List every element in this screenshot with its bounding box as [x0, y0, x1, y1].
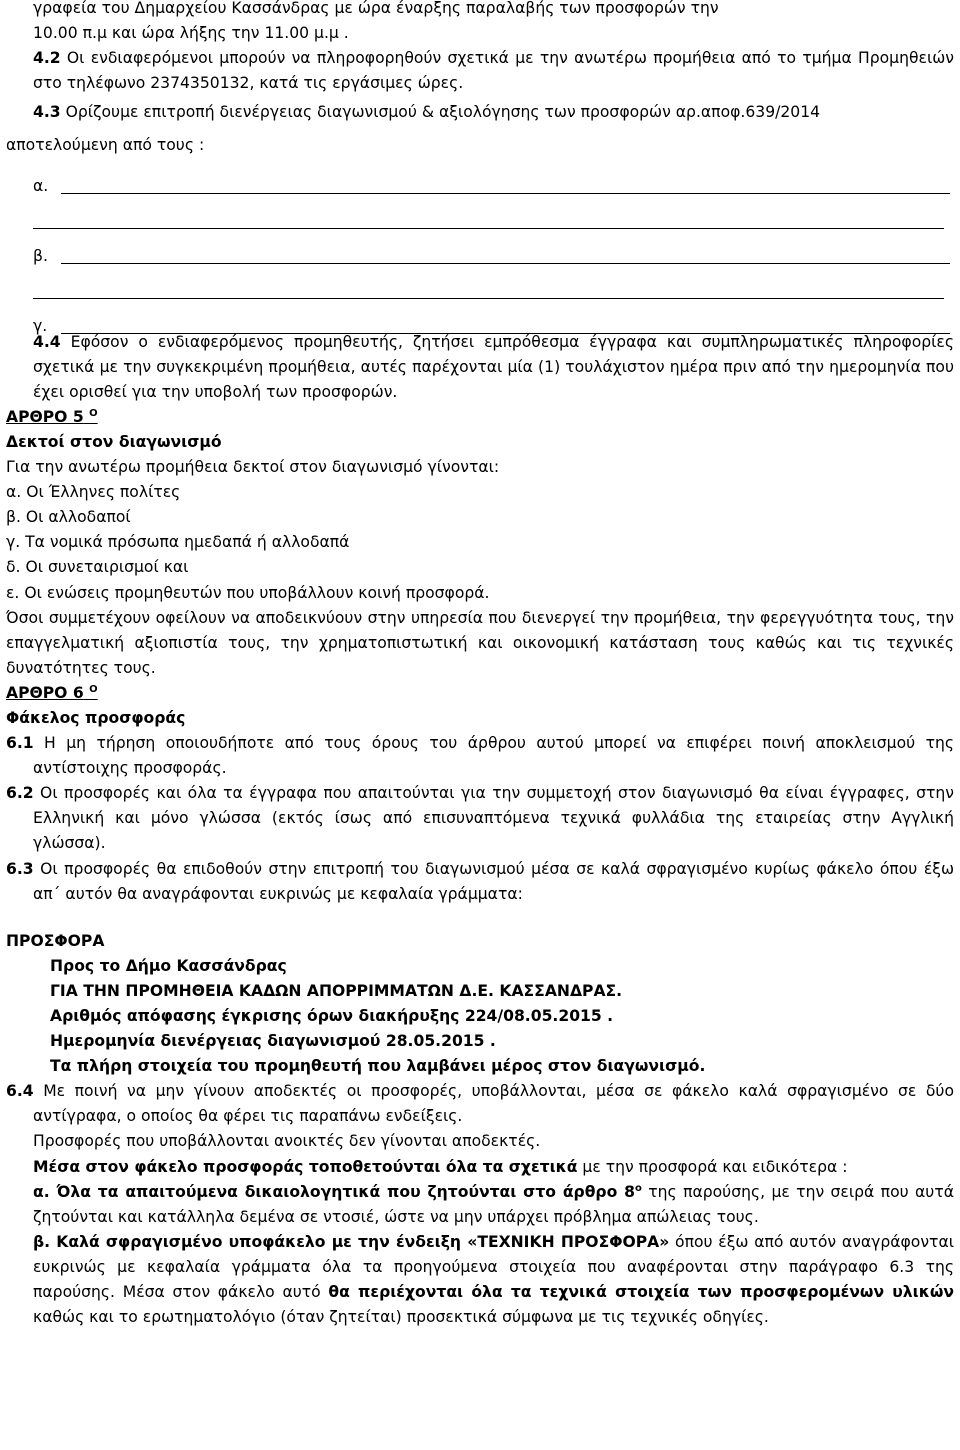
paragraph-6-4-line2: Προσφορές που υποβάλλονται ανοικτές δεν γίνονται αποδεκτές. — [33, 1132, 541, 1151]
paragraph-number: 4.2 — [33, 49, 61, 68]
paragraph-text: Οι προσφορές θα επιδοθούν στην επιτροπή του διαγωνισμού μέσα σε καλά σφραγισμένο κυρίως φάκελο όπου έξω απ΄ αυτόν θα αναγράφονται ευκρινώς με κεφαλαία γράμματα: — [33, 859, 954, 903]
paragraph-number: 6.3 — [6, 859, 34, 878]
article-5-item: δ. Οι συνεταιρισμοί και — [6, 558, 189, 577]
offer-title: ΠΡΟΣΦΟΡΑ — [6, 931, 105, 950]
paragraph-6-3 — [6, 857, 954, 907]
blank-label: α. — [33, 177, 49, 196]
paragraph-number: 4.3 — [33, 103, 61, 122]
article-5-subtitle: Δεκτοί στον διαγωνισμό — [6, 432, 222, 451]
article-6-title: ΑΡΘΡΟ 6 $^O$ — [6, 683, 98, 702]
paragraph-text: Οι προσφορές και όλα τα έγγραφα που απαιτούνται για την συμμετοχή στον διαγωνισμό θα είναι έγγραφες, στην Ελληνική και μόνο γλώσσα (εκτός ίσως από επισυναπτόμενα τεχνικά φυλλάδια της εταιρείας στην Αγγλική γλώσσα). — [33, 784, 954, 853]
blank-line-a2 — [6, 200, 954, 235]
paragraph-a: α. Όλα τα απαιτούμενα δικαιολογητικά που ζητούνται στο άρθρο $8^o$ της παρούσης, με την σειρά που αυτά ζητούνται και κατάλληλα δεμένα σε ντοσιέ, ώστε να μην υπάρχει πρόβλημα απώλειας τους. — [33, 1182, 954, 1226]
line-1: γραφεία του Δημαρχείου Κασσάνδρας με ώρα έναρξης παραλαβής των προσφορών την — [33, 0, 719, 17]
blank-line-b — [6, 235, 954, 270]
line-2: 10.00 π.μ και ώρα λήξης την 11.00 μ.μ . — [33, 24, 349, 43]
paragraph-text: Εφόσον ο ενδιαφερόμενος προμηθευτής, ζητήσει εμπρόθεσμα έγγραφα και συμπληρωματικές πληροφορίες σχετικά με την συγκεκριμένη προμήθεια, αυτές παρέχονται μία (1) τουλάχιστον ημέρα πριν από την ημερομηνία που έχει ορισθεί για την υποβολή των προσφορών. — [33, 332, 954, 401]
paragraph-number: 6.2 — [6, 784, 34, 803]
paragraph-4-2 — [6, 46, 954, 96]
article-5-item: ε. Οι ενώσεις προμηθευτών που υποβάλλουν κοινή προσφορά. — [6, 583, 490, 602]
article-5-item: γ. Τα νομικά πρόσωπα ημεδαπά ή αλλοδαπά — [6, 533, 350, 552]
paragraph-text: Η μη τήρηση οποιουδήποτε από τους όρους του άρθρου αυτού μπορεί να επιφέρει ποινή αποκλεισμού της αντίστοιχης προσφοράς. — [33, 734, 954, 778]
offer-line: ΓΙΑ ΤΗΝ ΠΡΟΜΗΘΕΙΑ ΚΑΔΩΝ ΑΠΟΡΡΙΜΜΑΤΩΝ Δ.Ε. ΚΑΣΣΑΝΔΡΑΣ. — [50, 981, 623, 1000]
paragraph-4-3-cont: αποτελούμενη από τους : — [6, 136, 205, 155]
offer-line: Αριθμός απόφασης έγκρισης όρων διακήρυξης 224/08.05.2015 . — [50, 1007, 614, 1025]
paragraph-6-2 — [6, 781, 954, 856]
offer-line: Ημερομηνία διενέργειας διαγωνισμού 28.05.2015 . — [50, 1032, 496, 1051]
paragraph-b: β. Καλά σφραγισμένο υποφάκελο με την ένδειξη «ΤΕΧΝΙΚΗ ΠΡΟΣΦΟΡΑ» όπου έξω από αυτόν αναγράφονται ευκρινώς με κεφαλαία γράμματα όλα τα προηγούμενα στοιχεία που αναφέρονται στην παράγραφο 6.3 της παρούσης. Μέσα στον φάκελο αυτό θα περιέχονται όλα τα τεχνικά στοιχεία των προσφερομένων υλικών καθώς και το ερωτηματολόγιο (όταν ζητείται) προσεκτικά σύμφωνα με τις τεχνικές οδηγίες. — [33, 1232, 955, 1327]
blank-line-a — [6, 165, 954, 200]
paragraph-number: 6.1 — [6, 734, 34, 753]
blank-line-c — [6, 305, 954, 340]
article-5-intro: Για την ανωτέρω προμήθεια δεκτοί στον διαγωνισμό γίνονται: — [6, 458, 500, 477]
paragraph-number: 6.4 — [6, 1082, 34, 1101]
blank-line-b2 — [6, 270, 954, 305]
fill-line — [61, 192, 950, 194]
paragraph-number: 4.4 — [33, 332, 61, 351]
paragraph-4-3 — [6, 100, 954, 125]
paragraph-4-4 — [6, 330, 954, 405]
paragraph-text: Οι ενδιαφερόμενοι μπορούν να πληροφορηθούν σχετικά με την ανωτέρω προμήθεια από το τμήμα Προμηθειών στο τηλέφωνο 2374350132, κατά τις εργάσιμες ώρες. — [33, 49, 954, 93]
fill-line — [61, 332, 950, 334]
paragraph-6-4-line3: Μέσα στον φάκελο προσφοράς τοποθετούνται όλα τα σχετικά με την προσφορά και ειδικότερα : — [33, 1157, 848, 1176]
article-5-item: α. Οι Έλληνες πολίτες — [6, 483, 181, 502]
article-5-title: ΑΡΘΡΟ 5 $^O$ — [6, 407, 98, 426]
fill-line — [33, 228, 944, 229]
paragraph-6-4 — [6, 1079, 954, 1129]
offer-line: Τα πλήρη στοιχεία του προμηθευτή που λαμβάνει μέρος στον διαγωνισμό. — [50, 1057, 706, 1076]
fill-line — [61, 262, 950, 264]
blank-label: β. — [33, 247, 48, 266]
paragraph-text: Ορίζουμε επιτροπή διενέργειας διαγωνισμού & αξιολόγησης των προσφορών αρ.αποφ.639/2014 — [60, 103, 821, 122]
fill-line — [33, 298, 944, 299]
offer-line: Προς το Δήμο Κασσάνδρας — [50, 956, 287, 975]
blank-label: γ. — [33, 317, 48, 336]
article-5-paragraph: Όσοι συμμετέχουν οφείλουν να αποδεικνύουν στην υπηρεσία που διενεργεί την προμήθεια, την φερεγγυότητα τους, την επαγγελματική αξιοπιστία τους, την χρηματοπιστωτική και οικονομική κατάσταση τους καθώς και τις τεχνικές δυνατότητες τους. — [6, 608, 954, 677]
spacer — [6, 907, 954, 929]
paragraph-text: Με ποινή να μην γίνουν αποδεκτές οι προσφορές, υποβάλλονται, μέσα σε φάκελο καλά σφραγισμένο σε δύο αντίγραφα, ο οποίος θα φέρει τις παραπάνω ενδείξεις. — [33, 1082, 954, 1126]
article-5-item: β. Οι αλλοδαποί — [6, 508, 131, 527]
article-6-subtitle: Φάκελος προσφοράς — [6, 708, 186, 727]
paragraph-6-1 — [6, 731, 954, 781]
